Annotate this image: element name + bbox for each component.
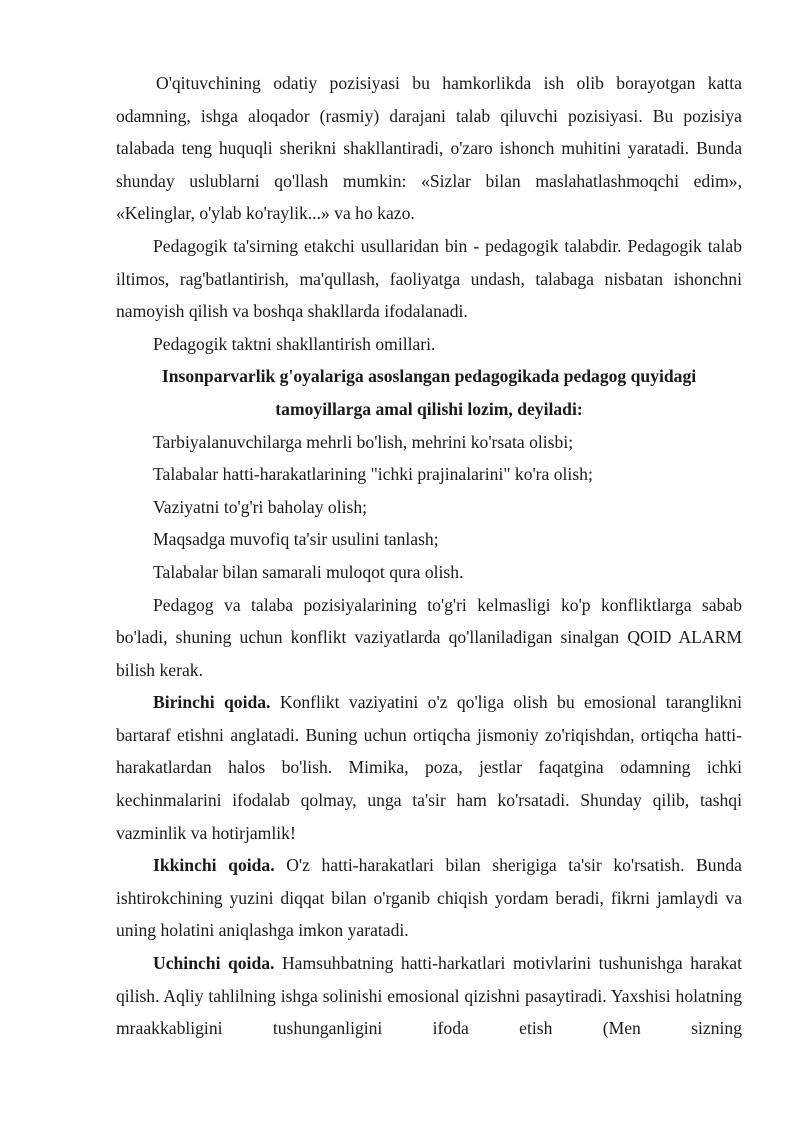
list-item: Tarbiyalanuvchilarga mehrli bo'lish, mehrini ko'rsata olisbi; [153, 431, 574, 452]
paragraph-pedagogical-demand: Pedagogik ta'sirning etakchi usullaridan bin - pedagogik talabdir. Pedagogik talab iltimos, rag'batlantirish, ma'qullash, faoliyatga undash, talabaga nisbatan ishonchni namoyish qilish va boshqa shakllarda ifodalanadi. [116, 235, 742, 322]
rule-3-title: Uchinchi qoida. [153, 953, 275, 974]
document-page [116, 67, 742, 1045]
rule-1-title: Birinchi qoida. [153, 692, 271, 713]
paragraph-teacher-position: O'qituvchining odatiy pozisiyasi bu hamkorlikda ish olib borayotgan katta odamning, ishga aloqador (rasmiy) darajani talab qiluvchi pozisiyasi. Bu pozisiya talabada teng huquqli sherikni shakllantiradi, o'zaro ishonch muhitini yaratadi. Bunda shunday uslublarni qo'llash mumkin: «Sizlar bilan maslahatlashmoqchi edim», «Kelinglar, o'ylab ko'raylik...» va ho kazo. [116, 73, 742, 224]
rule-2-text: O'z hatti-harakatlari bilan sherigiga ta'sir ko'rsatish. Bunda ishtirokchining yuzini diqqat bilan o'rganib chiqish yordam beradi, fikrni jamlaydi va uning holatini aniqlashga imkon yaratadi. [116, 855, 742, 941]
list-item: Talabalar hatti-harakatlarining "ichki prajinalarini" ko'ra olish; [153, 464, 593, 485]
list-item: Maqsadga muvofiq ta'sir usulini tanlash; [153, 529, 439, 550]
rule-3-text: Hamsuhbatning hatti-harkatlari motivlarini tushunishga harakat qilish. Aqliy tahlilning ishga solinishi emosional qizishni pasaytiradi. Yaxshisi holatning mraakkabligini tushunganligini ifoda etish (Men sizning [116, 953, 742, 1039]
paragraph-tact-factors: Pedagogik taktni shakllantirish omillari. [153, 333, 436, 354]
rule-1-text: Konflikt vaziyatini o'z qo'liga olish bu emosional taranglikni bartaraf etishni anglatadi. Buning uchun ortiqcha jismoniy zo'riqishdan, ortiqcha hatti-harakatlardan halos bo'lish. Mimika, poza, jestlar faqatgina odamning ichki kechinmalarini ifodalab qolmay, unga ta'sir ham ko'rsatadi. Shunday qilib, tashqi vazminlik va hotirjamlik! [116, 692, 742, 843]
paragraph-rule-2 [116, 849, 742, 947]
list-item: Vaziyatni to'g'ri baholay olish; [153, 496, 368, 517]
rule-2-title: Ikkinchi qoida. [153, 855, 275, 876]
paragraph-rule-1 [116, 686, 742, 849]
paragraph-conflict-rules-intro: Pedagog va talaba pozisiyalarining to'g'ri kelmasligi ko'p konfliktlarga sabab bo'ladi, shuning uchun konflikt vaziyatlarda qo'llaniladigan sinalgan QOID ALARM bilish kerak. [116, 594, 742, 680]
list-item: Talabalar bilan samarali muloqot qura olish. [153, 561, 464, 582]
paragraph-rule-3 [116, 947, 742, 1045]
section-heading: Insonparvarlik g'oyalariga asoslangan pedagogikada pedagog quyidagi tamoyillarga amal qilishi lozim, deyiladi: [161, 366, 697, 419]
